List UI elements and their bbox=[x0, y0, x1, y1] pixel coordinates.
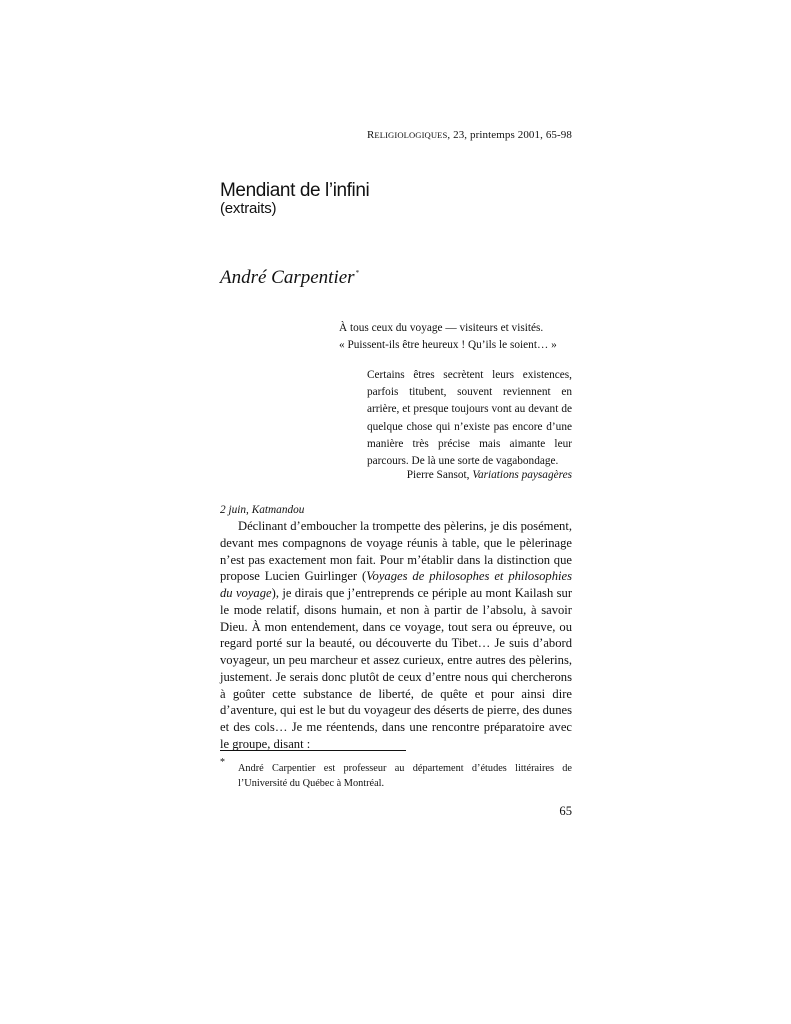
entry-dateline: 2 juin, Katmandou bbox=[220, 504, 305, 516]
body-text-part: Déclinant d’emboucher la trompette des pèlerins, je dis posément, devant mes compagnons de voyage réunis à table, que le pèlerinage n’est pas exactement mon fait. Pour m’établir dans la distinction que propose Lucien Guirlinger ( bbox=[220, 519, 572, 584]
epigraph-attribution bbox=[367, 467, 572, 484]
journal-citation: , 23, printemps 2001, 65-98 bbox=[447, 129, 572, 141]
cited-work-title: Voyages de philosophes et philosophies du voyage bbox=[220, 569, 572, 600]
epigraph-work-title: Variations paysagères bbox=[472, 469, 572, 481]
article-subtitle: (extraits) bbox=[220, 200, 277, 217]
author-footnote-marker[interactable]: * bbox=[355, 269, 360, 277]
body-paragraph bbox=[220, 518, 572, 753]
footnote-marker: * bbox=[220, 757, 225, 768]
dedication bbox=[339, 320, 579, 354]
journal-name-small-caps: ELIGIOLOGIQUES bbox=[374, 130, 448, 140]
footnote-divider bbox=[220, 750, 406, 751]
body-text-part: ), je dirais que j’entreprends ce périple au mont Kailash sur le mode relatif, disons humain, et non à partir de l’absolu, à savoir Dieu. À mon entendement, dans ce voyage, tout sera ou épreuve, ou regard porté sur la beauté, ou découverte du Tibet… Je suis d’abord voyageur, un peu marcheur et assez curieux, entre autres des pèlerins, justement. Je serais donc plutôt de ceux d’entre nous qui chercherons à goûter cette substance de liberté, de quête et pour ainsi dire d’aventure, qui est le but du voyageur des déserts de pierre, des dunes et des cols… Je me réentends, dans une rencontre préparatoire avec le groupe, disant : bbox=[220, 586, 573, 751]
epigraph-text: Certains êtres secrètent leurs existences, parfois titubent, souvent reviennent en arrière, et presque toujours vont au devant de quelque chose qui n’existe pas encore d’une manière très précise mais aimante leur parcours. De là une sorte de vagabondage. bbox=[367, 369, 572, 468]
dedication-line: À tous ceux du voyage — visiteurs et visités. bbox=[339, 322, 544, 334]
epigraph-author: Pierre Sansot, bbox=[406, 469, 473, 481]
page-number: 65 bbox=[559, 804, 572, 818]
author-name: André Carpentier bbox=[220, 267, 355, 288]
footnote-text: André Carpentier est professeur au département d’études littéraires de l’Université du Québec à Montréal. bbox=[238, 763, 572, 789]
running-header bbox=[220, 129, 572, 141]
article-title: Mendiant de l’infini bbox=[220, 180, 370, 201]
journal-name-initial: R bbox=[366, 129, 375, 141]
dedication-line: « Puissent-ils être heureux ! Qu’ils le soient… » bbox=[339, 339, 557, 351]
article-author bbox=[220, 262, 359, 289]
